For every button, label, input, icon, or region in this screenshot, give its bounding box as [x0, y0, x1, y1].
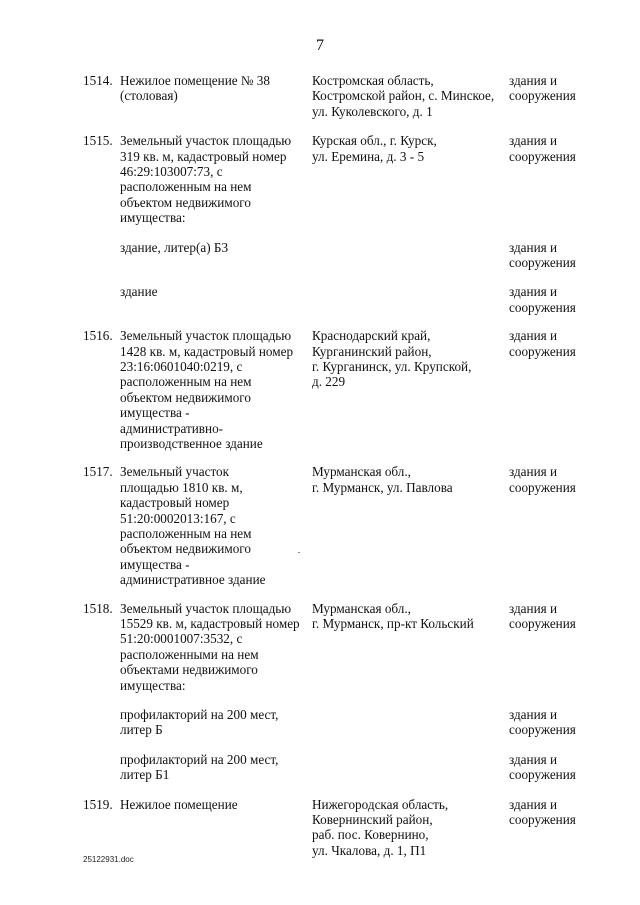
- entry-number: 1515.: [83, 133, 113, 149]
- entry-description-line: Земельный участок: [120, 464, 230, 480]
- entry-number: 1514.: [83, 73, 113, 88]
- entry-address: [312, 133, 502, 164]
- entry-description-line: 51:20:0002013:167, с: [120, 510, 236, 526]
- entry-description: [120, 240, 302, 255]
- entry-description-line: административное здание: [120, 572, 266, 588]
- registry-entry: [0, 328, 640, 451]
- entry-description-line: имущества:: [120, 210, 186, 226]
- entry-address-line: ул. Куколевского, д. 1: [312, 103, 433, 119]
- entry-description-line: Нежилое помещение: [120, 796, 238, 812]
- entry-description-line: литер Б1: [120, 767, 170, 783]
- entry-description-line: объектом недвижимого: [120, 194, 251, 210]
- registry-entry: [0, 464, 640, 587]
- entry-address: [312, 73, 502, 119]
- entry-description: [120, 328, 302, 451]
- registry-entry: [0, 601, 640, 693]
- entry-description-line: Земельный участок площадью: [120, 600, 292, 616]
- entry-description-line: здание: [120, 284, 158, 300]
- registry-entry: [0, 133, 640, 225]
- entry-address-line: д. 229: [312, 374, 346, 390]
- entry-category-line: здания и: [509, 239, 558, 255]
- entry-description-line: расположенными на нем: [120, 646, 259, 662]
- entry-description-line: Земельный участок площадью: [120, 328, 292, 344]
- entry-address-line: г. Мурманск, пр-кт Кольский: [312, 615, 474, 631]
- entry-category: [509, 797, 619, 828]
- entry-description-line: административно-: [120, 420, 224, 436]
- entry-address-line: г. Мурманск, ул. Павлова: [312, 479, 453, 495]
- entry-category-line: сооружения: [509, 254, 576, 270]
- entry-address: [312, 328, 502, 390]
- entry-description: [120, 797, 302, 812]
- entry-description: [120, 464, 302, 587]
- entry-address-line: раб. пос. Ковернино,: [312, 827, 429, 843]
- entry-address-line: г. Курганинск, ул. Крупской,: [312, 358, 472, 374]
- registry-entry: [0, 73, 640, 119]
- entry-category: [509, 240, 619, 271]
- entry-description: [120, 601, 302, 693]
- entry-description-line: расположенным на нем: [120, 525, 252, 541]
- entry-description-line: расположенным на нем: [120, 374, 252, 390]
- entry-description-line: 319 кв. м, кадастровый номер: [120, 148, 287, 164]
- entry-address: [312, 797, 502, 859]
- entry-category: [509, 601, 619, 632]
- entry-description-line: расположенным на нем: [120, 179, 252, 195]
- entry-description-line: литер Б: [120, 722, 163, 738]
- entry-category-line: сооружения: [509, 88, 576, 104]
- entry-description-line: профилакторий на 200 мест,: [120, 706, 279, 722]
- entry-address-line: ул. Еремина, д. 3 - 5: [312, 148, 425, 164]
- entry-address-line: Ковернинский район,: [312, 811, 433, 827]
- entry-category-line: сооружения: [509, 299, 576, 315]
- entry-category: [509, 284, 619, 315]
- entry-description-line: имущества -: [120, 405, 190, 421]
- entry-category-line: здания и: [509, 73, 558, 88]
- entry-description-line: кадастровый номер: [120, 495, 230, 511]
- entry-description-line: профилакторий на 200 мест,: [120, 751, 279, 767]
- entry-address-line: Курская обл., г. Курск,: [312, 133, 437, 149]
- entry-category: [509, 752, 619, 783]
- entry-description: [120, 73, 302, 104]
- entry-address-line: Костромская область,: [312, 73, 434, 88]
- registry-sub-entry: [0, 707, 640, 738]
- entry-category-line: здания и: [509, 600, 558, 616]
- entry-category: [509, 133, 619, 164]
- registry-entry: [0, 797, 640, 859]
- entry-category-line: сооружения: [509, 811, 576, 827]
- entry-number: 1519.: [83, 796, 113, 812]
- entry-address: [312, 601, 502, 632]
- registry-sub-entry: [0, 284, 640, 315]
- entry-address-line: Костромской район, с. Минское,: [312, 88, 495, 104]
- entry-category-line: сооружения: [509, 479, 576, 495]
- entry-address-line: Краснодарский край,: [312, 328, 431, 344]
- entry-number: 1516.: [83, 328, 113, 344]
- entry-description-line: Нежилое помещение № 38: [120, 73, 270, 88]
- entry-number: 1517.: [83, 464, 113, 480]
- registry-sub-entry: [0, 240, 640, 271]
- entry-description-line: 15529 кв. м, кадастровый номер: [120, 615, 300, 631]
- entry-description-line: имущества:: [120, 677, 186, 693]
- entry-description-line: имущества -: [120, 556, 190, 572]
- entry-category-line: сооружения: [509, 343, 576, 359]
- entry-category: [509, 328, 619, 359]
- entry-description: [120, 284, 302, 299]
- document-filename: 25122931.doc: [83, 855, 134, 864]
- entry-address-line: Мурманская обл.,: [312, 600, 411, 616]
- entry-description-line: 46:29:103007:73, с: [120, 164, 223, 179]
- entry-address-line: Мурманская обл.,: [312, 464, 411, 480]
- entry-category-line: сооружения: [509, 767, 576, 783]
- entry-description-line: (столовая): [120, 88, 178, 104]
- entry-description: [120, 133, 302, 225]
- entry-description-line: производственное здание: [120, 436, 263, 452]
- entry-category-line: сооружения: [509, 148, 576, 164]
- entry-description-line: объектом недвижимого: [120, 389, 251, 405]
- registry-sub-entry: [0, 752, 640, 783]
- registry-list: [0, 73, 640, 858]
- entry-category: [509, 73, 619, 104]
- entry-category: [509, 707, 619, 738]
- entry-description-line: здание, литер(а) Б3: [120, 239, 229, 255]
- entry-category-line: сооружения: [509, 615, 576, 631]
- entry-description-line: Земельный участок площадью: [120, 133, 292, 149]
- entry-description-line: объектами недвижимого: [120, 662, 258, 678]
- entry-category-line: сооружения: [509, 722, 576, 738]
- entry-description-line: площадью 1810 кв. м,: [120, 479, 243, 495]
- entry-address-line: Нижегородская область,: [312, 796, 449, 812]
- entry-category-line: здания и: [509, 796, 558, 812]
- entry-address: [312, 464, 502, 495]
- entry-description: [120, 707, 302, 738]
- entry-category-line: здания и: [509, 464, 558, 480]
- entry-number: 1518.: [83, 600, 113, 616]
- page-number: 7: [316, 37, 324, 54]
- entry-description-line: объектом недвижимого: [120, 541, 251, 557]
- entry-category-line: здания и: [509, 284, 558, 300]
- entry-category-line: здания и: [509, 328, 558, 344]
- entry-address-line: ул. Чкалова, д. 1, П1: [312, 842, 427, 858]
- entry-category-line: здания и: [509, 751, 558, 767]
- entry-description: [120, 752, 302, 783]
- scan-speck: [298, 552, 300, 553]
- entry-description-line: 23:16:0601040:0219, с: [120, 358, 243, 374]
- entry-description-line: 1428 кв. м, кадастровый номер: [120, 343, 294, 359]
- entry-category-line: здания и: [509, 133, 558, 149]
- entry-address-line: Курганинский район,: [312, 343, 432, 359]
- entry-description-line: 51:20:0001007:3532, с: [120, 631, 243, 647]
- entry-category: [509, 464, 619, 495]
- entry-category-line: здания и: [509, 706, 558, 722]
